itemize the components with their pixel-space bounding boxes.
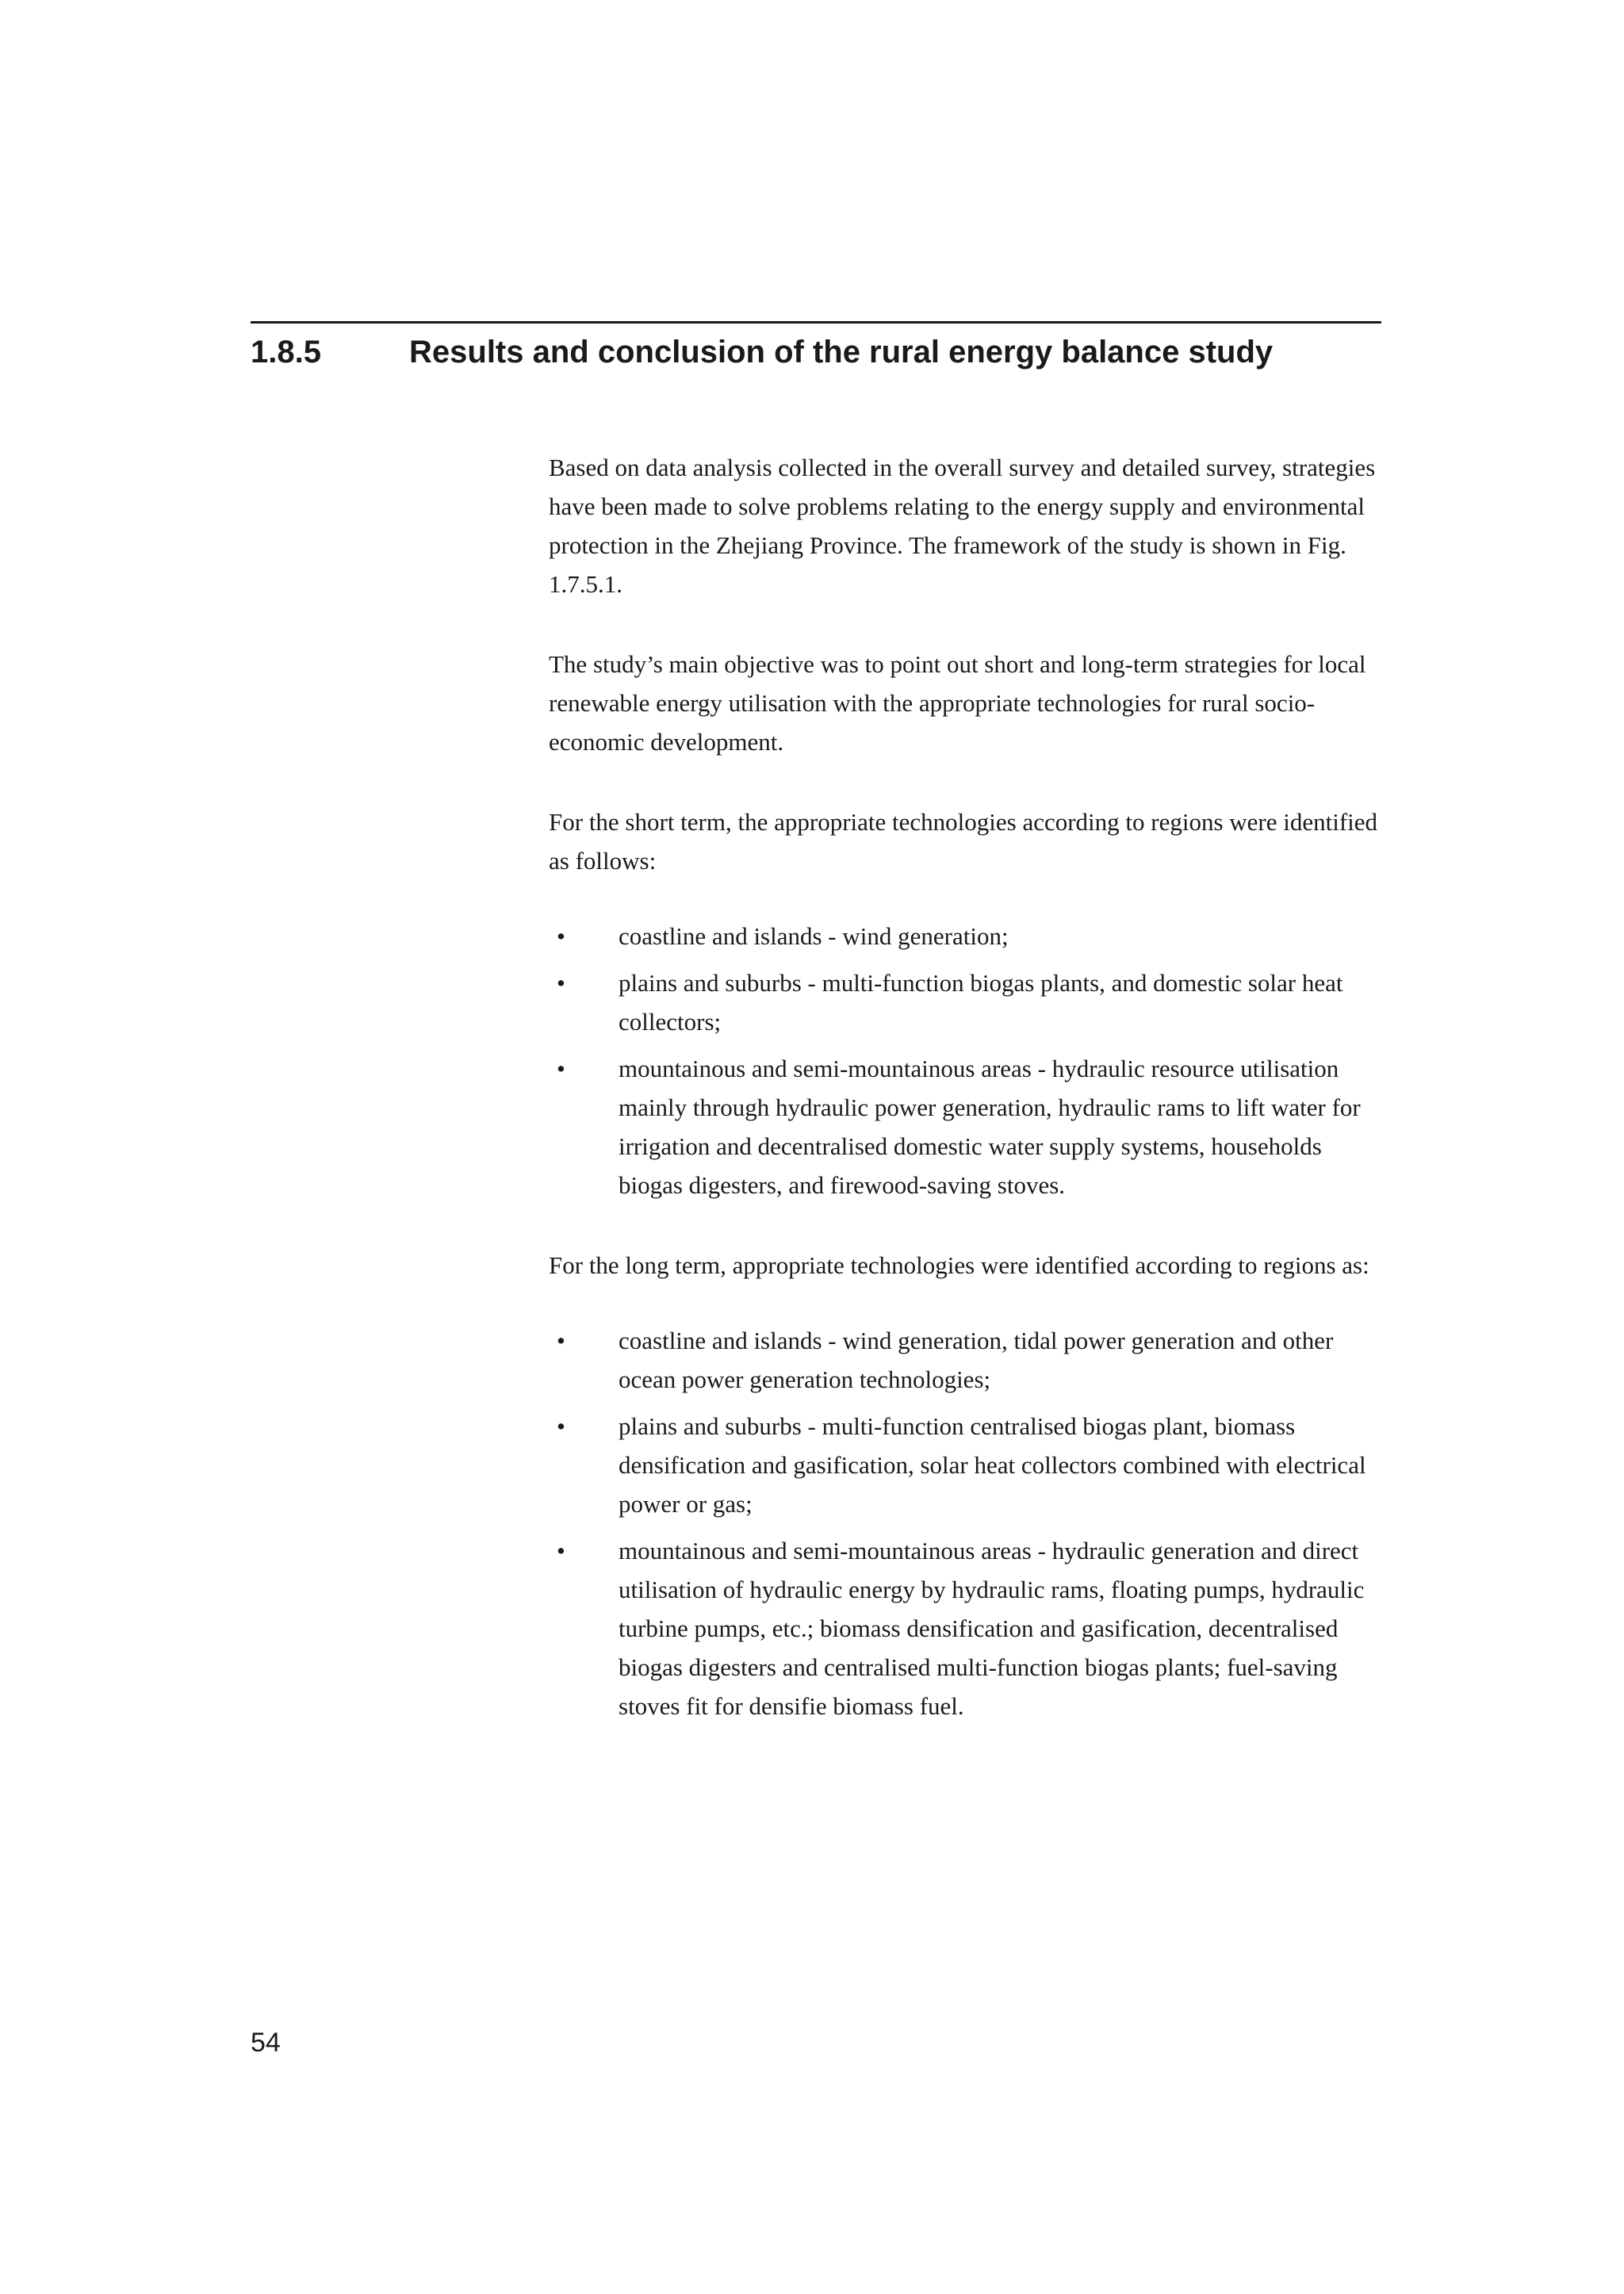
paragraph-short-term-intro: For the short term, the appropriate technologies according to regions were identified as follows:	[549, 808, 1378, 875]
short-term-list	[549, 917, 1389, 1204]
list-item	[549, 917, 1389, 956]
bullet-icon: •	[557, 1327, 565, 1354]
section-number: 1.8.5	[251, 335, 321, 370]
list-item-text: coastline and islands - wind generation, tidal power generation and other ocean power generation technologies;	[619, 1327, 1334, 1393]
paragraph-long-term-intro: For the long term, appropriate technologies were identified according to regions as:	[549, 1251, 1369, 1279]
list-item-text: mountainous and semi-mountainous areas - hydraulic generation and direct utilisation of hydraulic energy by hydraulic rams, floating pumps, hydraulic turbine pumps, etc.; biomass densification and gasification, decentralised biogas digesters and centralised multi-function biogas plants; fuel-saving stoves fit for densifie biomass fuel.	[619, 1537, 1365, 1720]
list-item	[549, 1321, 1389, 1399]
list-item-text: coastline and islands - wind generation;	[619, 922, 1009, 950]
list-item	[549, 1049, 1389, 1204]
list-item	[549, 963, 1389, 1041]
bullet-icon: •	[557, 1412, 565, 1440]
list-item	[549, 1407, 1389, 1523]
page-number: 54	[251, 2028, 281, 2058]
section-rule	[251, 321, 1381, 324]
list-item-text: plains and suburbs - multi-function biogas plants, and domestic solar heat collectors;	[619, 969, 1343, 1036]
paragraph-objective: The study’s main objective was to point out short and long-term strategies for local renewable energy utilisation with the appropriate technologies for rural socio-economic development.	[549, 650, 1366, 756]
section-title: Results and conclusion of the rural energy balance study	[409, 335, 1274, 370]
paragraph-intro: Based on data analysis collected in the overall survey and detailed survey, strategies have been made to solve problems relating to the energy supply and environmental protection in the Zhejiang Province. The framework of the study is shown in Fig. 1.7.5.1.	[549, 454, 1376, 598]
list-item	[549, 1531, 1389, 1725]
list-item-text: plains and suburbs - multi-function centralised biogas plant, biomass densification and gasification, solar heat collectors combined with electrical power or gas;	[619, 1412, 1366, 1518]
body-text	[549, 448, 1389, 1767]
bullet-icon: •	[557, 922, 565, 950]
long-term-list	[549, 1321, 1389, 1725]
bullet-icon: •	[557, 969, 565, 997]
list-item-text: mountainous and semi-mountainous areas - hydraulic resource utilisation mainly through hydraulic power generation, hydraulic rams to lift water for irrigation and decentralised domestic water supply systems, households biogas digesters, and firewood-saving stoves.	[619, 1055, 1361, 1199]
bullet-icon: •	[557, 1055, 565, 1082]
section-heading	[251, 331, 1381, 373]
bullet-icon: •	[557, 1537, 565, 1564]
